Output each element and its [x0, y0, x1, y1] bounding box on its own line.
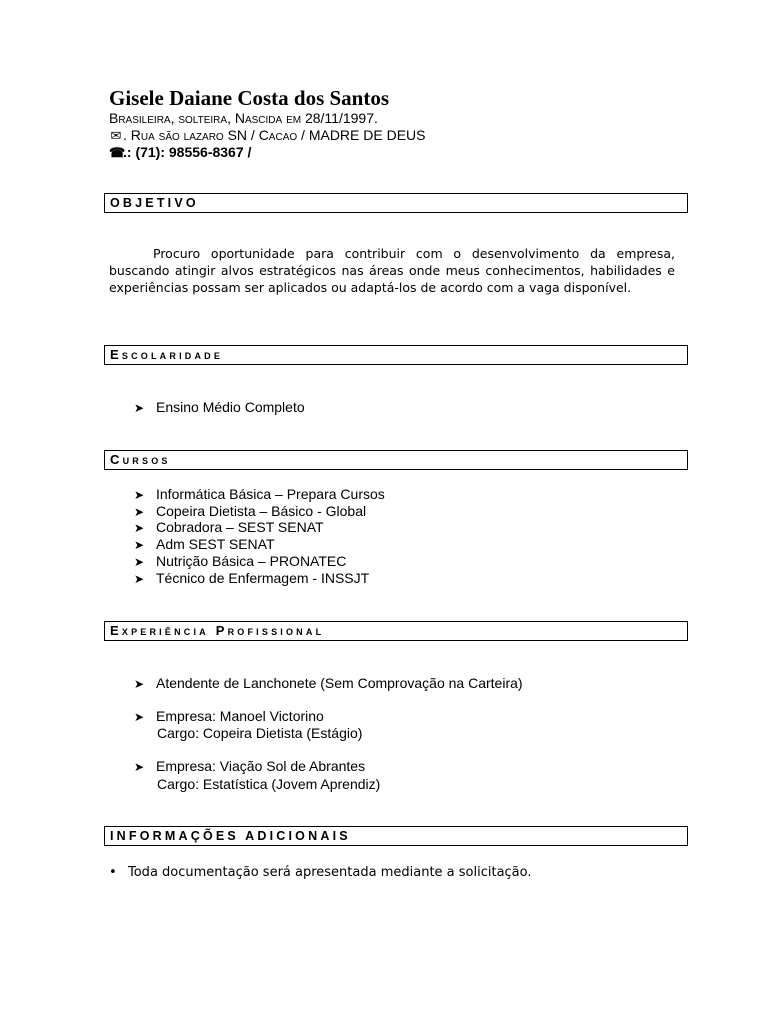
job-role: Cargo: Estatística (Jovem Aprendiz) [157, 776, 381, 792]
list-item: ➤ Informática Básica – Prepara Cursos [134, 486, 385, 502]
arrow-bullet-icon: ➤ [134, 488, 145, 502]
arrow-bullet-icon: ➤ [134, 521, 145, 535]
section-header-objetivo [104, 193, 688, 213]
phone-line [109, 144, 251, 161]
section-title-informacoes: INFORMAÇÕES ADICIONAIS [110, 829, 351, 843]
section-title-objetivo: OBJETIVO [110, 196, 199, 210]
section-header-cursos [104, 450, 688, 470]
arrow-bullet-icon: ➤ [134, 710, 145, 724]
envelope-icon: ✉ [110, 128, 122, 143]
address-text: . Rua são lazaro SN / Cacao / MADRE DE DEUS [123, 127, 426, 143]
objetivo-paragraph: Procuro oportunidade para contribuir com o desenvolvimento da empresa, buscando atingir alvos estratégicos nas áreas onde meus conhecimentos, habilidades e experiências possam ser aplicados ou adaptá-los de acordo com a vaga disponível. [109, 246, 675, 295]
address-line [109, 127, 426, 144]
telephone-icon: ☎ [109, 145, 126, 160]
list-item: ➤ Empresa: Manoel Victorino [134, 708, 324, 724]
section-header-experiencia [104, 621, 688, 641]
arrow-bullet-icon: ➤ [134, 401, 145, 415]
arrow-bullet-icon: ➤ [134, 555, 145, 569]
list-item: • Toda documentação será apresentada mediante a solicitação. [109, 865, 532, 880]
arrow-bullet-icon: ➤ [134, 505, 145, 519]
job-role: Cargo: Copeira Dietista (Estágio) [157, 725, 363, 741]
section-title-escolaridade: Escolaridade [110, 347, 224, 362]
arrow-bullet-icon: ➤ [134, 677, 145, 691]
dot-bullet-icon: • [109, 865, 117, 880]
list-item: ➤ Cobradora – SEST SENAT [134, 519, 324, 535]
list-item: ➤ Empresa: Viação Sol de Abrantes [134, 758, 366, 774]
list-item: ➤ Nutrição Básica – PRONATEC [134, 553, 347, 569]
phone-text: .: (71): 98556-8367 / [123, 144, 252, 160]
list-item: ➤ Adm SEST SENAT [134, 536, 275, 552]
section-title-experiencia: Experiência Profissional [110, 623, 325, 638]
section-title-cursos: Cursos [110, 452, 171, 467]
section-header-informacoes [104, 826, 688, 846]
arrow-bullet-icon: ➤ [134, 572, 145, 586]
list-item: ➤ Copeira Dietista – Básico - Global [134, 503, 367, 519]
list-item: ➤ Ensino Médio Completo [134, 399, 305, 415]
arrow-bullet-icon: ➤ [134, 538, 145, 552]
arrow-bullet-icon: ➤ [134, 760, 145, 774]
personal-info: Brasileira, solteira, Nascida em 28/11/1997. [109, 110, 378, 126]
candidate-name: Gisele Daiane Costa dos Santos [109, 86, 390, 110]
section-header-escolaridade [104, 345, 688, 365]
list-item: ➤ Atendente de Lanchonete (Sem Comprovação na Carteira) [134, 675, 523, 691]
list-item: ➤ Técnico de Enfermagem - INSSJT [134, 570, 370, 586]
